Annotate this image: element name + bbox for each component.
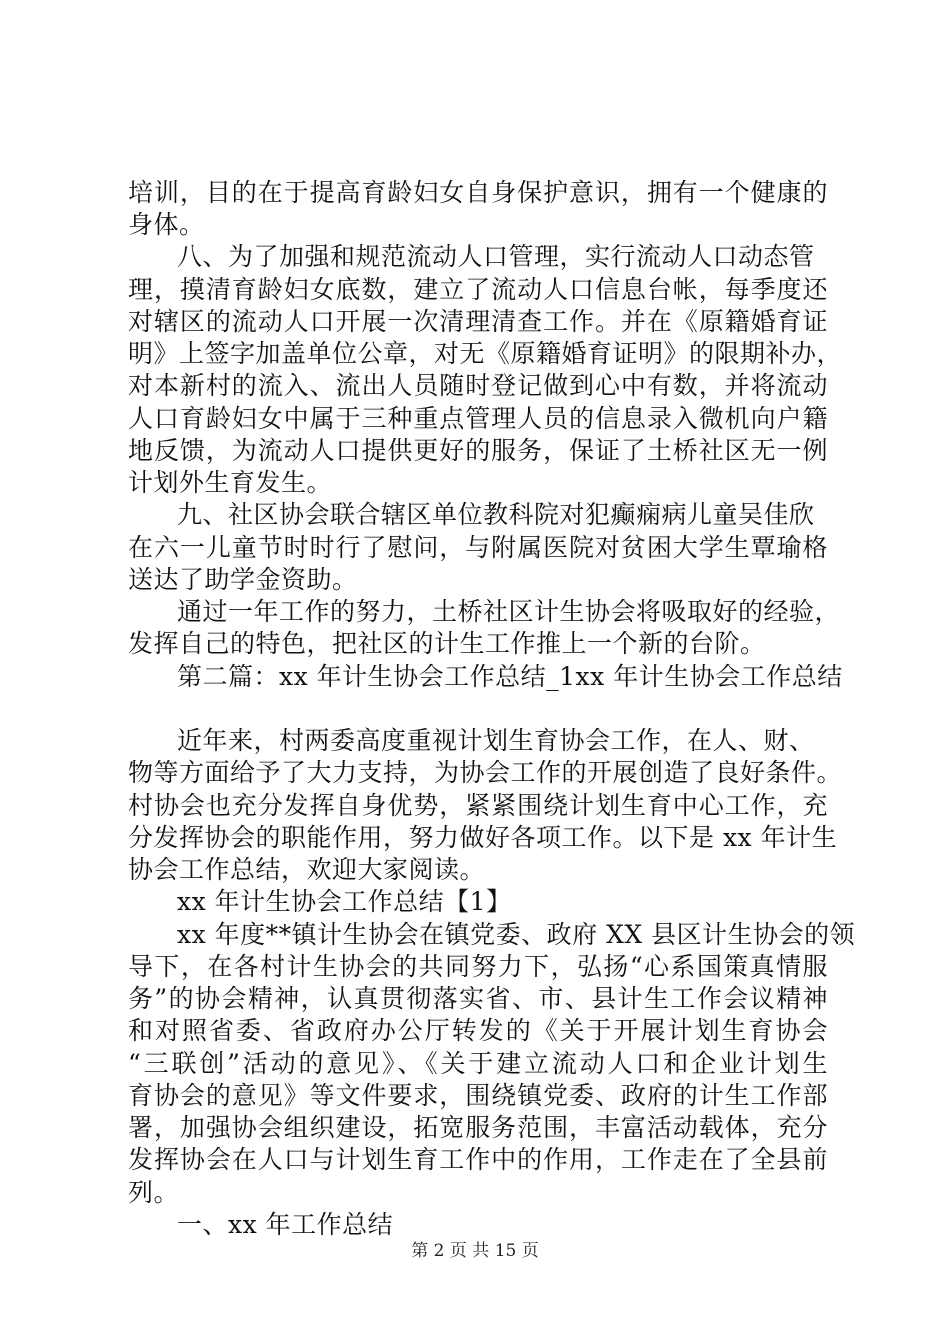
body-text-line: 人口育龄妇女中属于三种重点管理人员的信息录入微机向户籍	[128, 404, 828, 433]
body-text-line: 发挥自己的特色，把社区的计生工作推上一个新的台阶。	[128, 629, 766, 658]
body-text-line: 通过一年工作的努力，土桥社区计生协会将吸取好的经验，	[177, 597, 841, 626]
body-text-line: 村协会也充分发挥自身优势，紧紧围绕计划生育中心工作，充	[128, 791, 828, 820]
body-text-line: xx 年度**镇计生协会在镇党委、政府 XX 县区计生协会的领	[177, 920, 856, 949]
body-text-line: 明》上签字加盖单位公章，对无《原籍婚育证明》的限期补办，	[128, 339, 843, 368]
body-text-line: 物等方面给予了大力支持，为协会工作的开展创造了良好条件。	[128, 758, 843, 787]
body-text-line: 发挥协会在人口与计划生育工作中的作用，工作走在了全县前	[128, 1145, 828, 1174]
page-footer: 第 2 页 共 15 页	[411, 1241, 539, 1261]
body-text-line: 在六一儿童节时时行了慰问，与附属医院对贫困大学生覃瑜格	[128, 533, 828, 562]
body-text-line: 对辖区的流动人口开展一次清理清查工作。并在《原籍婚育证	[128, 307, 828, 336]
body-text-line: 和对照省委、省政府办公厅转发的《关于开展计划生育协会	[128, 1016, 828, 1045]
body-text-line: 培训，目的在于提高育龄妇女自身保护意识，拥有一个健康的	[128, 178, 828, 207]
body-text-line: 地反馈，为流动人口提供更好的服务，保证了土桥社区无一例	[128, 436, 828, 465]
body-text-line: 列。	[128, 1178, 180, 1207]
section-heading: 第二篇：xx 年计生协会工作总结_1xx 年计生协会工作总结	[177, 662, 843, 691]
body-text-line: 近年来，村两委高度重视计划生育协会工作，在人、财、	[177, 726, 815, 755]
body-text-line: 分发挥协会的职能作用，努力做好各项工作。以下是 xx 年计生	[128, 823, 838, 852]
body-text-line: 署，加强协会组织建设，拓宽服务范围，丰富活动载体，充分	[128, 1113, 828, 1142]
body-text-line: 对本新村的流入、流出人员随时登记做到心中有数，并将流动	[128, 371, 828, 400]
body-text-line: 计划外生育发生。	[128, 468, 333, 497]
body-text-line: 送达了助学金资助。	[128, 565, 358, 594]
body-text-line: 理，摸清育龄妇女底数，建立了流动人口信息台帐，每季度还	[128, 275, 828, 304]
body-text-line: 协会工作总结，欢迎大家阅读。	[128, 855, 486, 884]
body-text-line: 育协会的意见》等文件要求，围绕镇党委、政府的计生工作部	[128, 1081, 828, 1110]
body-text-line: 导下，在各村计生协会的共同努力下，弘扬“心系国策真情服	[128, 952, 828, 981]
body-text-line: 九、社区协会联合辖区单位教科院对犯癫痫病儿童吴佳欣	[177, 500, 815, 529]
body-text-line: “三联创”活动的意见》、《关于建立流动人口和企业计划生	[128, 1049, 828, 1078]
subsection-heading: 一、xx 年工作总结	[177, 1210, 394, 1239]
body-text-line: 八、为了加强和规范流动人口管理，实行流动人口动态管	[177, 242, 815, 271]
body-text-line: 务”的协会精神，认真贯彻落实省、市、县计生工作会议精神	[128, 984, 828, 1013]
subsection-heading: xx 年计生协会工作总结【1】	[177, 887, 512, 916]
body-text-line: 身体。	[128, 210, 205, 239]
